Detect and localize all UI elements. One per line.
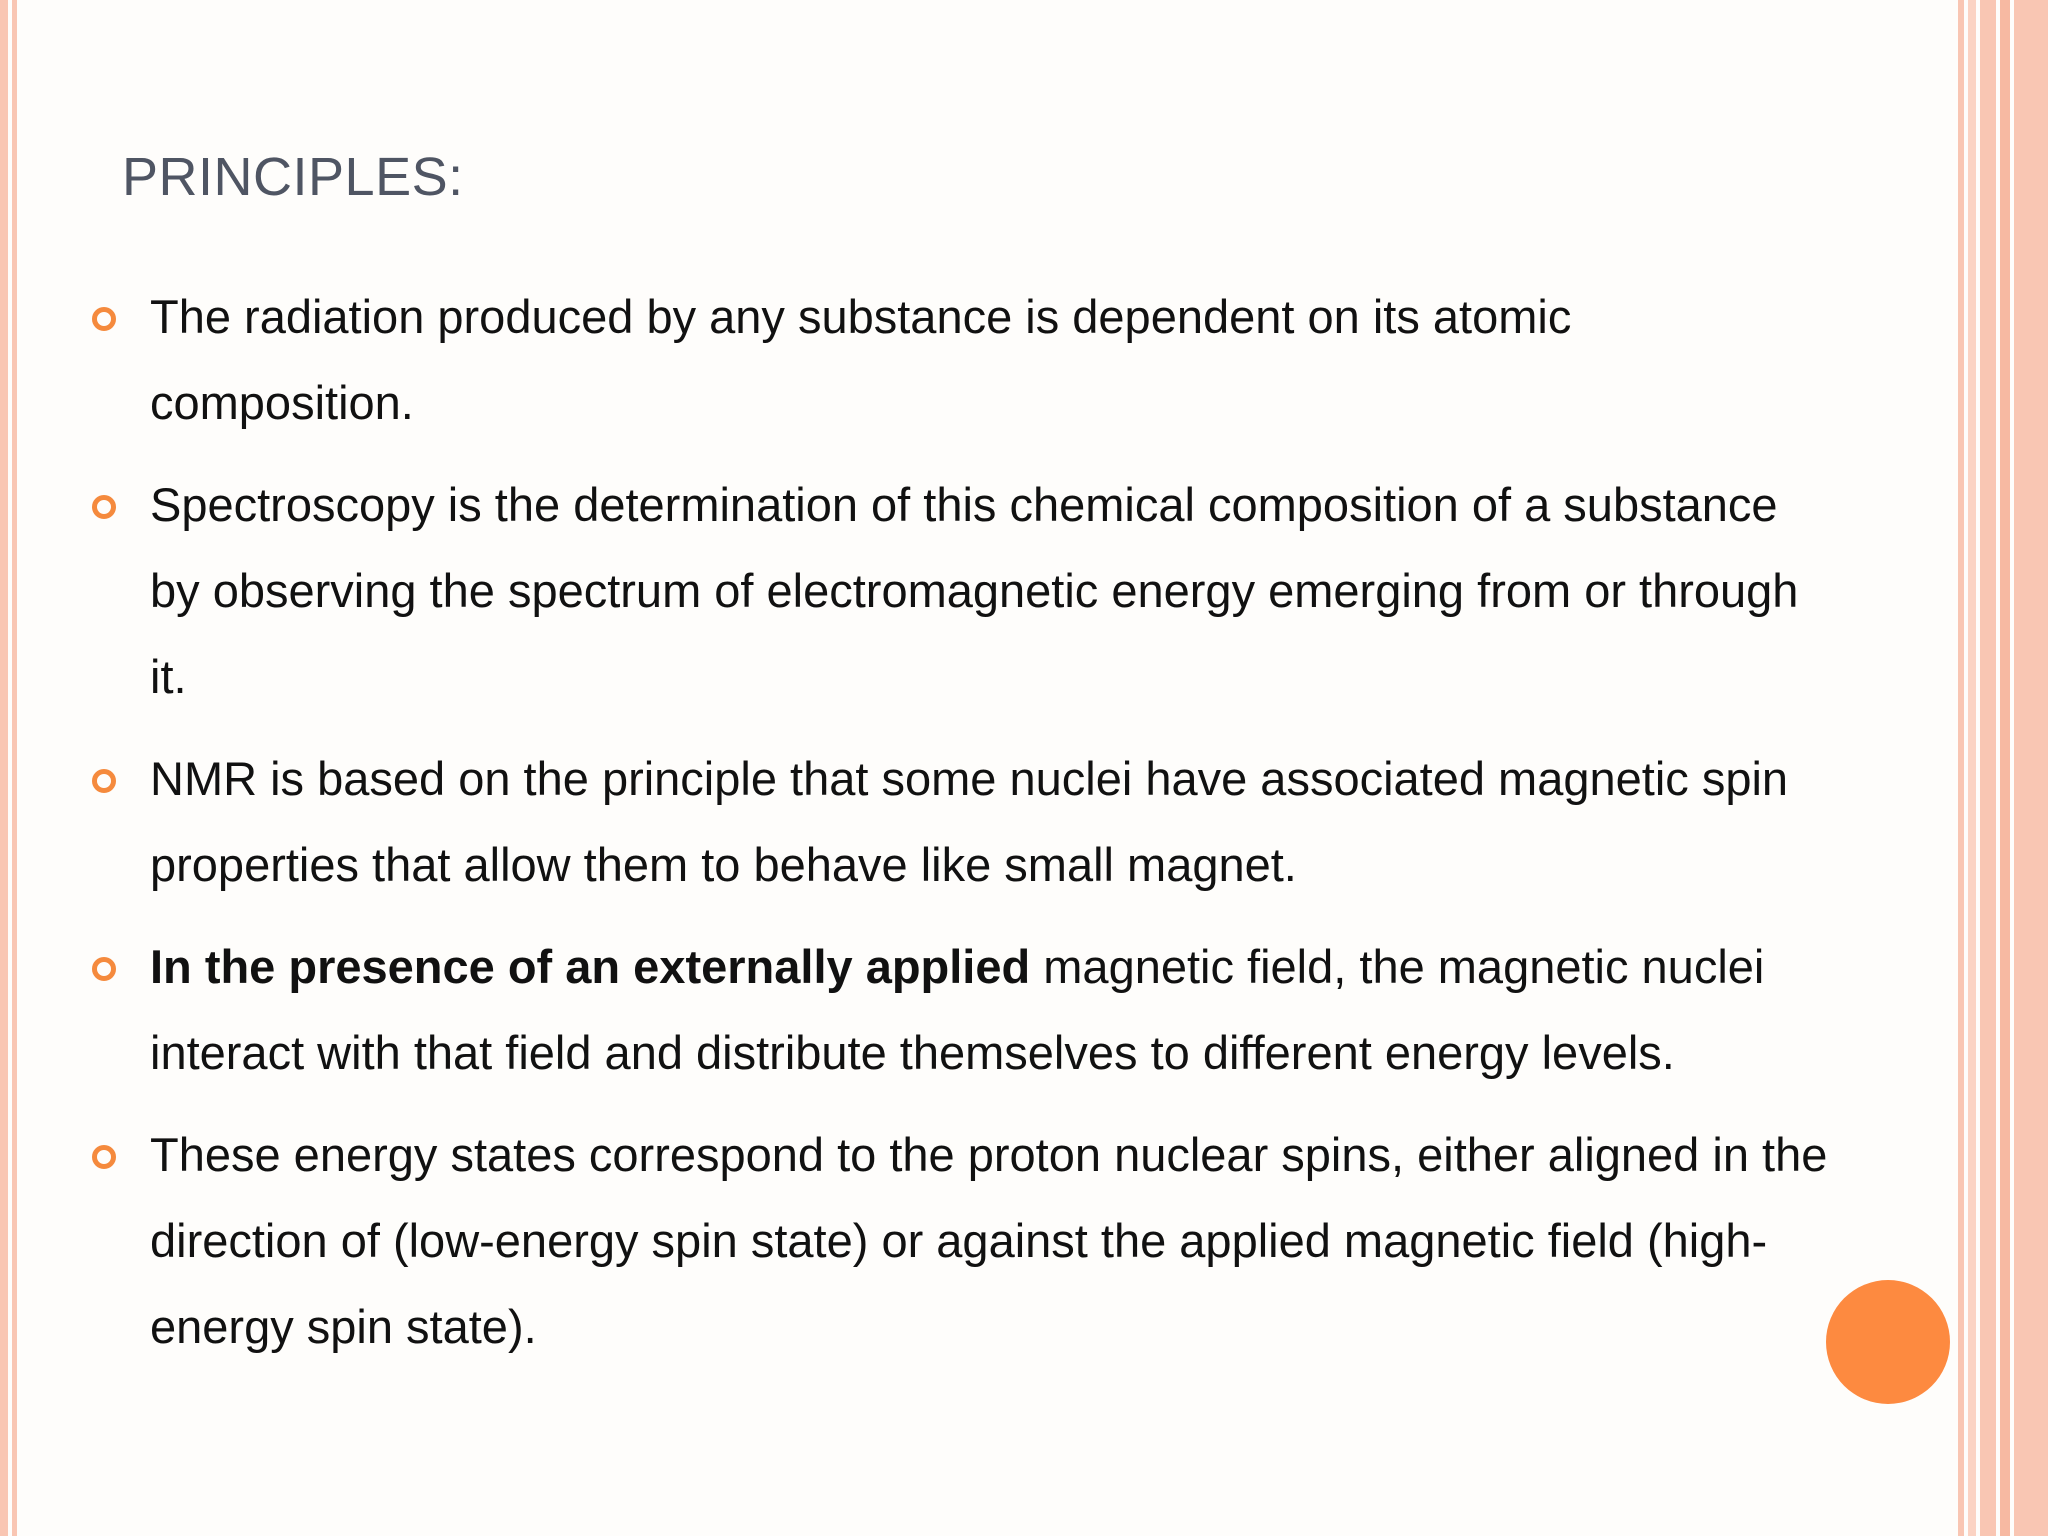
bullet-item-5 <box>90 1112 1830 1370</box>
right-border-stripe-4 <box>2000 0 2010 1536</box>
ring-bullet-icon <box>92 495 116 519</box>
left-border-line <box>0 0 8 1536</box>
bullet-item-3 <box>90 736 1830 908</box>
bullet-text: magnetic field, the magnetic nuclei interact with that field and distribute themselves to different energy levels. <box>150 940 1765 1079</box>
bullet-list <box>90 274 1830 1386</box>
right-border-stripe-2 <box>1968 0 1976 1536</box>
bullet-text: Spectroscopy is the determination of this chemical composition of a substance by observing the spectrum of electromagnetic energy emerging from or through it. <box>150 478 1799 703</box>
bullet-text: The radiation produced by any substance is dependent on its atomic composition. <box>150 290 1572 429</box>
right-border-stripe-5 <box>2014 0 2048 1536</box>
right-border-stripe-1 <box>1958 0 1964 1536</box>
ring-bullet-icon <box>92 307 116 331</box>
ring-bullet-icon <box>92 769 116 793</box>
right-border-stripe-3 <box>1980 0 1996 1536</box>
left-border-line-inner <box>12 0 17 1536</box>
bullet-item-2 <box>90 462 1830 720</box>
ring-bullet-icon <box>92 957 116 981</box>
ring-bullet-icon <box>92 1145 116 1169</box>
slide-title: PRINCIPLES: <box>122 147 464 207</box>
bullet-text: These energy states correspond to the proton nuclear spins, either aligned in the direction of (low-energy spin state) or against the applied magnetic field (high-energy spin state). <box>150 1128 1828 1353</box>
bullet-item-4 <box>90 924 1830 1096</box>
orange-circle-decoration <box>1826 1280 1950 1404</box>
bullet-text: NMR is based on the principle that some nuclei have associated magnetic spin properties that allow them to behave like small magnet. <box>150 752 1789 891</box>
bullet-item-1 <box>90 274 1830 446</box>
bullet-bold-text: In the presence of an externally applied <box>150 940 1031 993</box>
